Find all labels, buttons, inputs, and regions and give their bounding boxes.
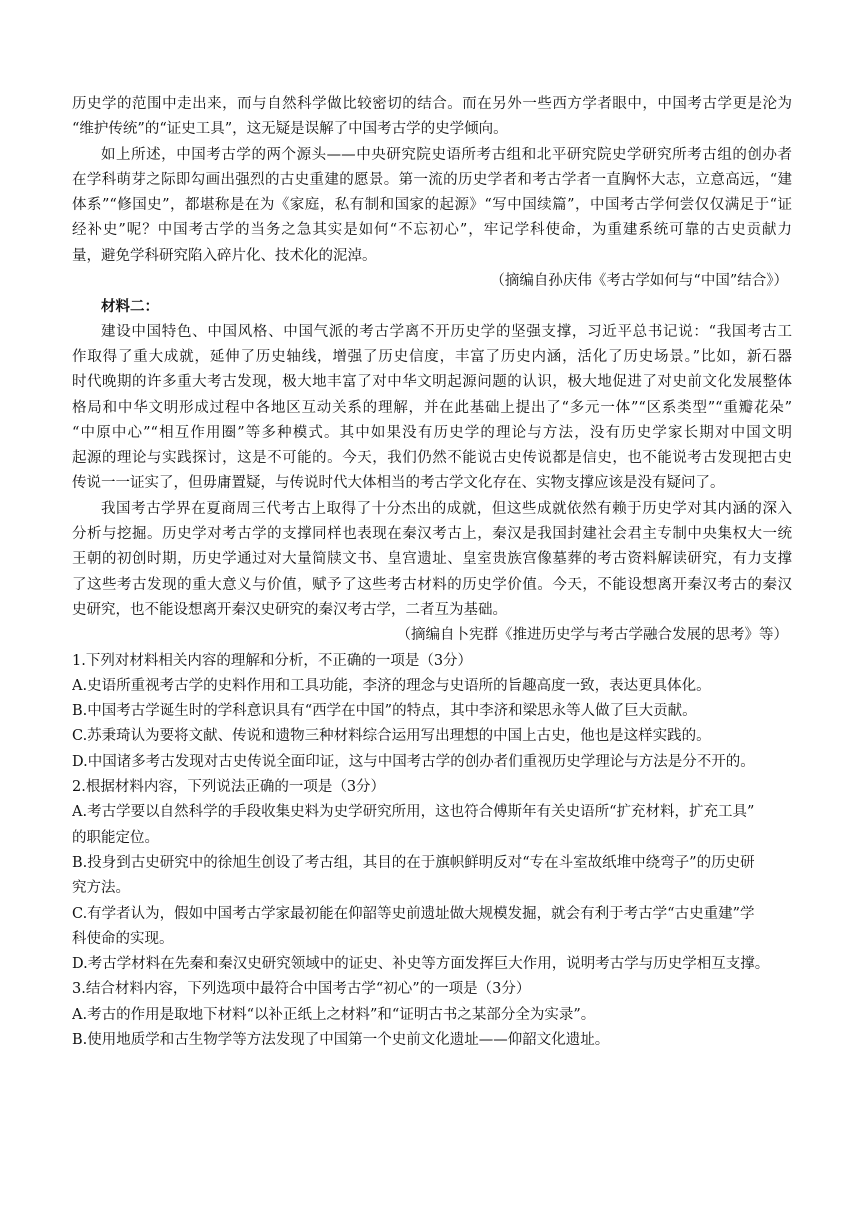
answer-option: B.中国考古学诞生时的学科意识具有“西学在中国”的特点，其中李济和梁思永等人做了巨大贡献。 [72,703,697,720]
answer-option: D.考古学材料在先秦和秦汉史研究领域中的证史、补史等方面发挥巨大作用，说明考古学与历史学相互支撑。 [72,956,770,973]
text-line: 时代晚期的许多重大考古发现，极大地丰富了对中华文明起源问题的认识，极大地促进了对史前文化发展整体 [72,374,792,391]
text-line: 量，避免学科研究陷入碎片化、技术化的泥淖。 [72,247,377,264]
text-line: 格局和中华文明形成过程中各地区互动关系的理解，并在此基础上提出了“多元一体”“区系类型”“重瓣花朵” [72,399,792,416]
text-line: 体系”“修国史”，都堪称是在为《家庭，私有制和国家的起源》“写中国续篇”，中国考古学何尝仅仅满足于“证 [72,197,792,214]
source-citation: （摘编自孙庆伟《考古学如何与“中国”结合》） [490,273,788,290]
text-line: 作取得了重大成就，延伸了历史轴线，增强了历史信度，丰富了历史内涵，活化了历史场景。”比如，新石器 [72,348,792,365]
text-line: “维护传统”的“证史工具”，这无疑是误解了中国考古学的史学倾向。 [72,121,508,138]
paragraph-start: 建设中国特色、中国风格、中国气派的考古学离不开历史学的坚强支撑，习近平总书记说：“我国考古工 [101,323,792,340]
answer-option: A.史语所重视考古学的史料作用和工具功能，李济的理念与史语所的旨趣高度一致，表达更具体化。 [72,677,711,694]
text-line: 了这些考古发现的重大意义与价值，赋予了这些考古材料的历史学价值。今天，不能设想离开秦汉考古的秦汉 [72,576,792,593]
question-stem: 2.根据材料内容，下列说法正确的一项是（3分） [72,779,386,796]
text-line: 史研究，也不能设想离开秦汉史研究的秦汉考古学，二者互为基础。 [72,601,507,618]
paragraph-start: 如上所述，中国考古学的两个源头——中央研究院史语所考古组和北平研究院史学研究所考古组的创办者 [101,146,792,163]
answer-option: C.苏秉琦认为要将文献、传说和遗物三种材料综合运用写出理想的中国上古史，他也是这样实践的。 [72,728,711,745]
answer-option: A.考古的作用是取地下材料“以补正纸上之材料”和“证明古书之某部分全为实录”。 [72,1006,596,1023]
question-stem: 1.下列对材料相关内容的理解和分析，不正确的一项是（3分） [72,652,473,669]
text-line: 王朝的初创时期，历史学通过对大量简牍文书、皇宫遗址、皇室贵族宫像墓葬的考古资料解读研究，有力支撑 [72,551,792,568]
answer-option: D.中国诸多考古发现对古史传说全面印证，这与中国考古学的创办者们重视历史学理论与方法是分不开的。 [72,753,755,770]
section-heading: 材料二： [101,298,159,316]
question-stem: 3.结合材料内容，下列选项中最符合中国考古学“初心”的一项是（3分） [72,981,531,998]
text-line: 在学科萌芽之际即勾画出强烈的古史重建的愿景。第一流的历史学者和考古学者一直胸怀大志，立意高远，“建 [72,171,792,188]
text-line: 起源的理论与实践探讨，这是不可能的。今天，我们仍然不能说古史传说都是信史，也不能说考古发现把古史 [72,450,792,467]
text-line: 分析与挖掘。历史学对考古学的支撑同样也表现在秦汉考古上，秦汉是我国封建社会君主专制中央集权大一统 [72,526,792,543]
text-line: “中原中心”“相互作用圈”等多种模式。其中如果没有历史学的理论与方法，没有历史学家长期对中国文明 [72,424,792,441]
source-citation: （摘编自卜宪群《推进历史学与考古学融合发展的思考》等） [396,627,788,644]
answer-option: B.使用地质学和古生物学等方法发现了中国第一个史前文化遗址——仰韶文化遗址。 [72,1031,610,1048]
paragraph-start: 我国考古学界在夏商周三代考古上取得了十分杰出的成就，但这些成就依然有赖于历史学对其内涵的深入 [101,500,792,517]
answer-option: A.考古学要以自然科学的手段收集史料为史学研究所用，这也符合傅斯年有关史语所“扩充材料，扩充工具” [72,804,755,821]
answer-option-continued: 的职能定位。 [72,829,159,846]
text-line: 历史学的范围中走出来，而与自然科学做比较密切的结合。而在另外一些西方学者眼中，中国考古学更是沦为 [72,96,792,112]
answer-option-continued: 究方法。 [72,880,130,897]
answer-option: B.投身到古史研究中的徐旭生创设了考古组，其目的在于旗帜鲜明反对“专在斗室故纸堆中绕弯子”的历史研 [72,854,755,871]
text-line: 传说一一证实了，但毋庸置疑，与传说时代大体相当的考古学文化存在、实物支撑应该是没有疑问了。 [72,475,725,492]
answer-option-continued: 科使命的实现。 [72,930,174,947]
answer-option: C.有学者认为，假如中国考古学家最初能在仰韶等史前遗址做大规模发掘，就会有利于考古学“古史重建”学 [72,905,755,922]
text-line: 经补史”呢？中国考古学的当务之急其实是如何“不忘初心”，牢记学科使命，为重建系统可靠的古史贡献力 [72,222,792,239]
